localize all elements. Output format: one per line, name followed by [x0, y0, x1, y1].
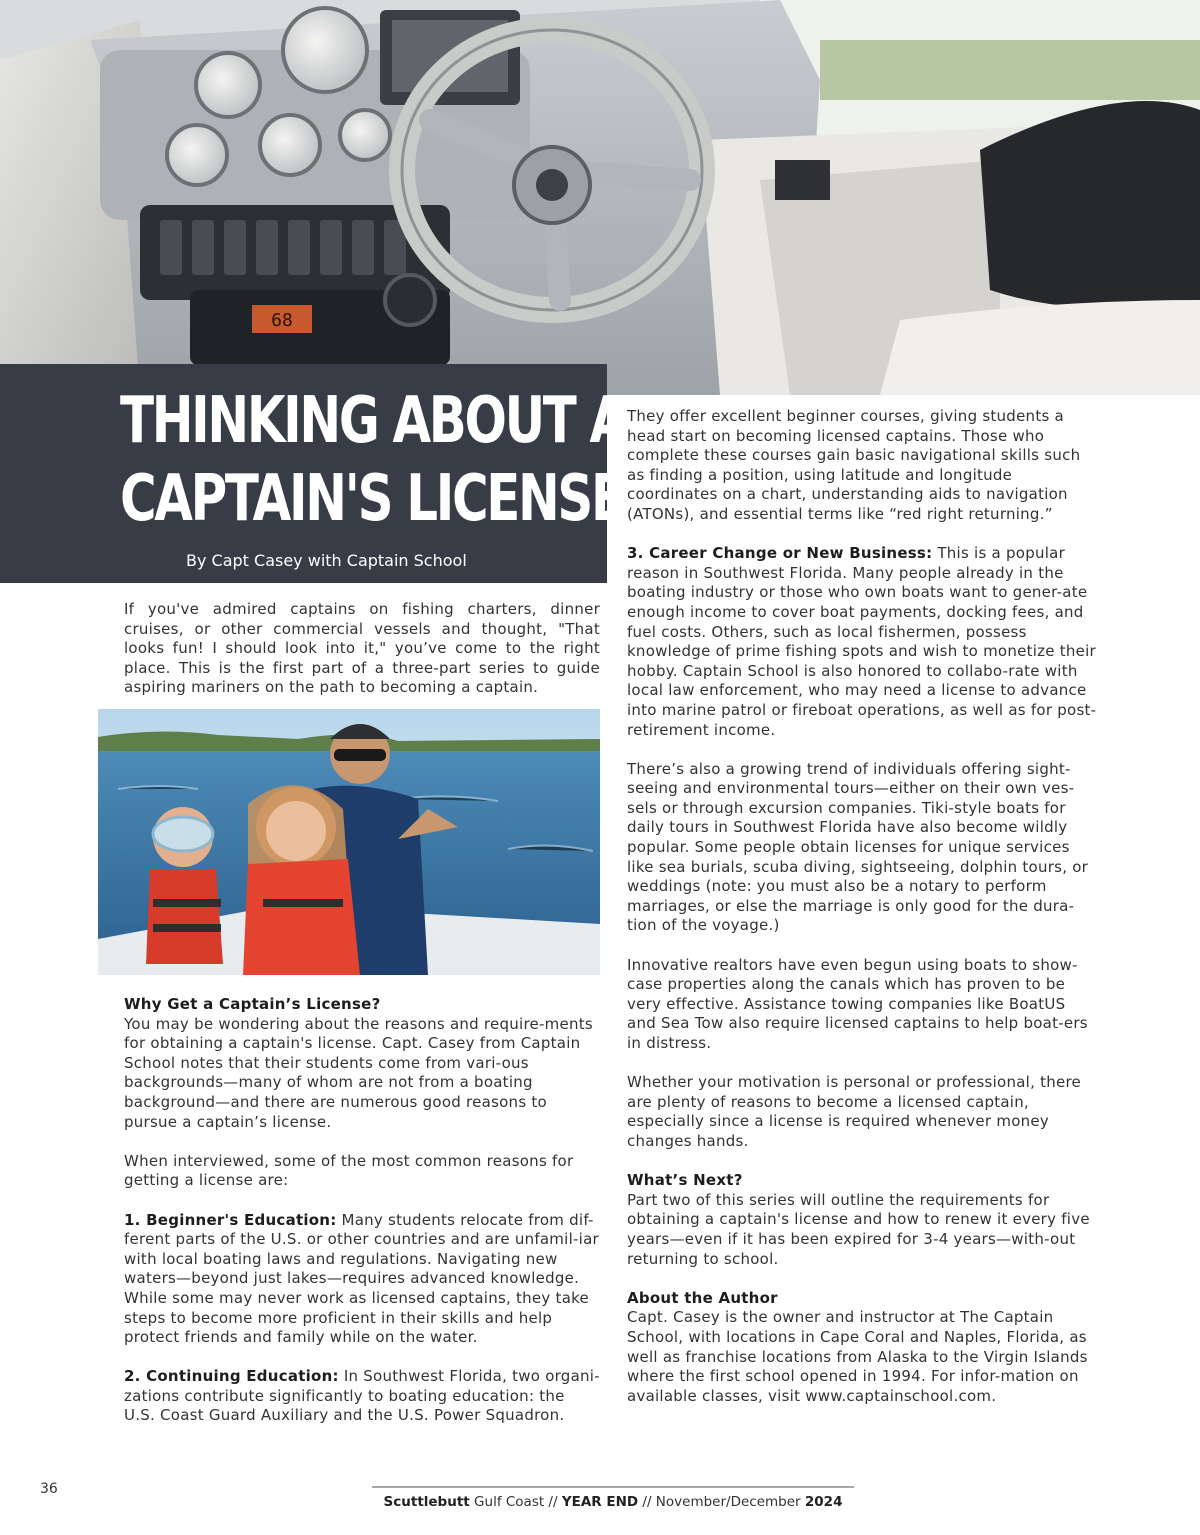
whats-next-body: Part two of this series will outline the requirements for obtaining a captain's license and how to renew it every five years—even if it has been expired for 3-4 years—with-out returning to school. [627, 1190, 1090, 1268]
intro-paragraph: If you've admired captains on fishing charters, dinner cruises, or other commercial vessels and thought, "That looks fun! I should look into it," you’ve come to the right place. This is the first part of a three-part series to guide aspiring mariners on the path to becoming a captain. [124, 600, 600, 697]
kids-in-life-jackets-photo [98, 709, 600, 975]
issue-months: // November/December [642, 1494, 801, 1510]
reason-1-paragraph [124, 1211, 600, 1348]
reason-1-label: 1. Beginner's Education: [124, 1210, 337, 1229]
reason-2-body: In Southwest Florida, two organi-zations contribute significantly to boating education: the U.S. Coast Guard Auxiliary and the U.S. Power Squadron. [124, 1367, 600, 1425]
trend-paragraph: There’s also a growing trend of individuals offering sight-seeing and environmental tours—either on their own ves-sels or through excursion companies. Tiki-style boats for daily tours in Southwest Florida have also become wildly popular. Some people obtain licenses for unique services like sea burials, scuba diving, sightseeing, dolphin tours, or weddings (note: you must also be a notary to perform marriages, or else the marriage is only good for the dura-tion of the voyage.) [627, 759, 1089, 935]
whats-next-heading: What’s Next? [627, 1171, 743, 1190]
reason-3-paragraph [627, 544, 1097, 740]
about-author-heading: About the Author [627, 1288, 778, 1307]
why-heading: Why Get a Captain’s License? [124, 995, 381, 1013]
reason-2-label: 2. Continuing Education: [124, 1367, 339, 1386]
about-author-body: Capt. Casey is the owner and instructor at The Captain School, with locations in Cape Coral and Naples, Florida, as well as franchise locations from Alaska to the Virgin Islands where the first school opened in 1994. For infor-mation on available classes, visit www.captainschool.com. [627, 1308, 1088, 1405]
footer-divider [372, 1486, 854, 1488]
radio-display-text: 68 [271, 310, 293, 331]
why-section [124, 995, 600, 1426]
right-column [627, 407, 1097, 1406]
reason-3-label: 3. Career Change or New Business: [627, 544, 933, 563]
page-number: 36 [40, 1481, 58, 1497]
boat-helm-photo [0, 0, 1200, 395]
title-line-1: THINKING ABOUT A [120, 384, 626, 458]
reason-2-continued: They offer excellent beginner courses, giving students a head start on becoming licensed captains. Those who complete these courses gain basic navigational skills such as finding a position, using latitude and longitude coordinates on a chart, understanding aids to navigation (ATONs), and essential terms like “red right returning.” [627, 407, 1081, 523]
magazine-name: Scuttlebutt [383, 1494, 470, 1510]
footer-line [372, 1494, 854, 1510]
title-block [0, 364, 650, 583]
article-title [120, 382, 649, 538]
motivation-paragraph: Whether your motivation is personal or professional, there are plenty of reasons to become a licensed captain, especially since a license is required whenever money changes hands. [627, 1073, 1082, 1150]
magazine-region: Gulf Coast // [474, 1494, 558, 1510]
byline: By Capt Casey with Captain School [186, 551, 467, 570]
why-body: You may be wondering about the reasons and require-ments for obtaining a captain's license. Capt. Casey from Captain School notes that their students come from vari-ous backgrounds—many of whom are not from a boating background—and there are numerous good reasons to pursue a captain’s license. [124, 1014, 593, 1131]
reason-3-body: This is a popular reason in Southwest Florida. Many people already in the boating industry or those who own boats want to gener-ate enough income to cover boat payments, docking fees, and fuel costs. Others, such as local fishermen, possess knowledge of prime fishing spots and wish to monetize their hobby. Captain School is also honored to collabo-rate with local law enforcement, who may need a license to advance into marine patrol or fireboat operations, as well as for post-retirement income. [627, 544, 1097, 739]
realtors-paragraph: Innovative realtors have even begun using boats to show-case properties along the canals which has proven to be very effective. Assistance towing companies like BoatUS and Sea Tow also require licensed captains to help boat-ers in distress. [627, 955, 1088, 1052]
issue-name: YEAR END [561, 1494, 639, 1510]
reason-1-body: Many students relocate from dif-ferent parts of the U.S. or other countries and are unfamil-iar with local boating laws and regulations. Navigating new waters—beyond just lakes—requires advanced knowledge. While some may never work as licensed captains, they take steps to become more proficient in their skills and help protect friends and family while on the water. [124, 1210, 599, 1347]
issue-year: 2024 [804, 1494, 843, 1510]
title-line-2: CAPTAIN'S LICENSE? [120, 462, 650, 536]
reason-2-paragraph [124, 1367, 600, 1426]
common-reasons-paragraph: When interviewed, some of the most common reasons for getting a license are: [124, 1151, 574, 1190]
